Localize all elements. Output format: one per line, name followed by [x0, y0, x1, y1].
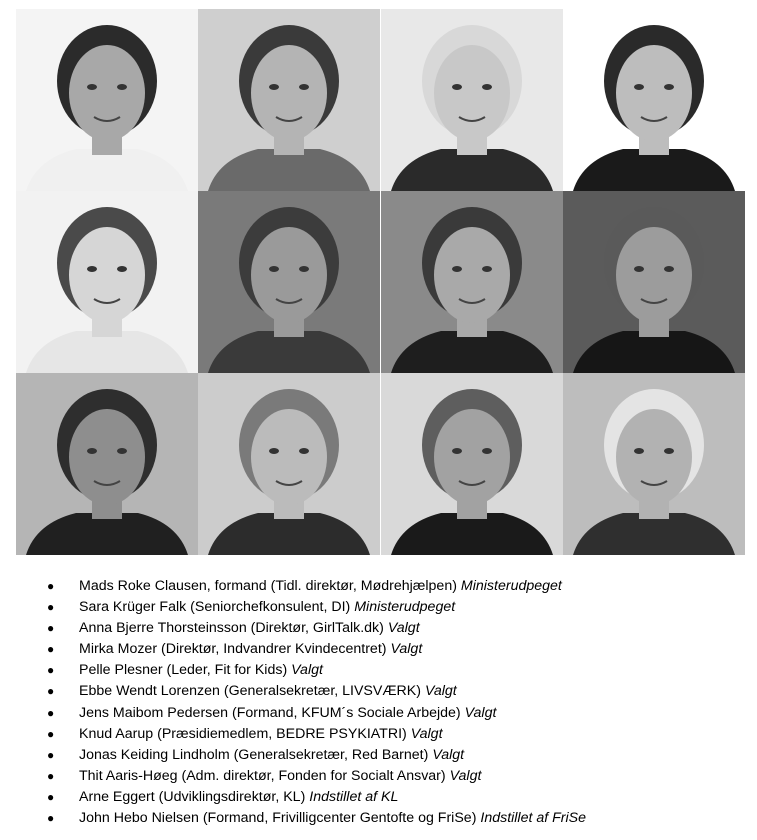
portrait-sara-kruger-falk: [198, 9, 380, 191]
member-status: Valgt: [387, 620, 420, 637]
member-status: Valgt: [424, 683, 457, 700]
member-name: [79, 639, 422, 660]
portrait-ebbe-wendt-lorenzen: [198, 191, 380, 373]
portrait-thit-aaris-hoeg: [198, 373, 380, 555]
member-title: Thit Aaris-Høeg (Adm. direktør, Fonden for Socialt Ansvar): [79, 767, 446, 784]
portrait-mirka-mozer: [563, 9, 745, 191]
bullet-icon: ●: [47, 663, 55, 678]
member-name: [79, 597, 455, 618]
member-item: [47, 703, 747, 724]
member-status: Valgt: [464, 704, 497, 721]
member-item: [47, 660, 747, 681]
member-status: Valgt: [390, 641, 423, 658]
member-status: Valgt: [449, 767, 482, 784]
member-item: [47, 787, 747, 808]
portrait-knud-aarup: [563, 191, 745, 373]
member-status: Valgt: [410, 725, 443, 742]
member-item: [47, 639, 747, 660]
bullet-icon: ●: [47, 684, 55, 699]
member-title: Pelle Plesner (Leder, Fit for Kids): [79, 662, 288, 679]
member-status: Ministerudpeget: [460, 578, 562, 594]
member-title: John Hebo Nielsen (Formand, Frivilligcenter Gentofte og FriSe): [79, 810, 477, 827]
member-name: [79, 787, 398, 808]
bullet-icon: ●: [47, 600, 55, 615]
member-item: [47, 745, 747, 766]
member-name: [79, 576, 562, 597]
bullet-icon: ●: [47, 642, 55, 657]
member-name: [79, 808, 586, 829]
bullet-icon: ●: [47, 705, 55, 720]
member-name: [79, 766, 481, 787]
portrait-pelle-plesner: [16, 191, 198, 373]
member-name: [79, 660, 323, 681]
portrait-grid: [16, 9, 745, 555]
member-name: [79, 681, 457, 702]
bullet-icon: ●: [47, 726, 55, 741]
member-item: [47, 576, 747, 597]
member-status: Indstillet af KL: [309, 788, 399, 805]
portrait-john-hebo-nielsen: [563, 373, 745, 555]
member-list: [47, 576, 747, 829]
member-title: Arne Eggert (Udviklingsdirektør, KL): [79, 788, 306, 805]
member-item: [47, 724, 747, 745]
bullet-icon: ●: [47, 579, 55, 593]
member-item: [47, 618, 747, 639]
member-title: Mads Roke Clausen, formand (Tidl. direktør, Mødrehjælpen): [79, 578, 457, 594]
bullet-icon: ●: [47, 747, 55, 762]
portrait-jens-maibom-pedersen: [381, 191, 563, 373]
member-name: [79, 745, 464, 766]
portrait-arne-eggert: [381, 373, 563, 555]
member-title: Jonas Keiding Lindholm (Generalsekretær, Red Barnet): [79, 746, 429, 763]
bullet-icon: ●: [47, 789, 55, 804]
member-status: Indstillet af FriSe: [480, 810, 587, 827]
member-name: [79, 703, 496, 724]
member-name: [79, 724, 443, 745]
portrait-jonas-keiding-lindholm: [16, 373, 198, 555]
member-title: Ebbe Wendt Lorenzen (Generalsekretær, LIVSVÆRK): [79, 683, 421, 700]
bullet-icon: ●: [47, 811, 55, 826]
portrait-mads-roke-clausen: [16, 9, 198, 191]
member-title: Anna Bjerre Thorsteinsson (Direktør, GirlTalk.dk): [79, 620, 384, 637]
member-item: [47, 766, 747, 787]
member-status: Ministerudpeget: [354, 599, 456, 616]
member-title: Jens Maibom Pedersen (Formand, KFUM´s Sociale Arbejde): [79, 704, 461, 721]
member-name: [79, 618, 420, 639]
member-status: Valgt: [291, 662, 323, 679]
member-title: Mirka Mozer (Direktør, Indvandrer Kvindecentret): [79, 641, 387, 658]
bullet-icon: ●: [47, 621, 55, 636]
member-title: Knud Aarup (Præsidiemedlem, BEDRE PSYKIATRI): [79, 725, 407, 742]
member-item: [47, 681, 747, 702]
portrait-anna-bjerre-thorsteinsson: [381, 9, 563, 191]
member-item: [47, 597, 747, 618]
member-status: Valgt: [432, 746, 465, 763]
member-title: Sara Krüger Falk (Seniorchefkonsulent, DI): [79, 599, 351, 616]
member-item: [47, 808, 747, 829]
bullet-icon: ●: [47, 768, 55, 783]
